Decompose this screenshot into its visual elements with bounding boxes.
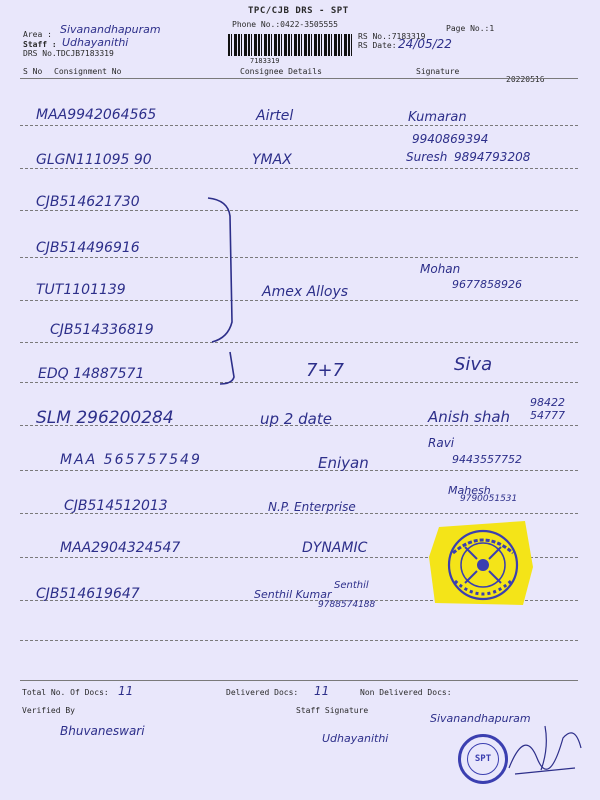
staff-signature: Udhayanithi xyxy=(322,732,389,745)
area-value: Sivanandhapuram xyxy=(60,23,161,36)
phone-row-2: 9894793208 xyxy=(454,150,531,164)
column-header-signature: Signature xyxy=(416,67,460,76)
signature-row-2: Suresh xyxy=(406,150,448,164)
header-divider xyxy=(20,78,578,79)
consignment-no-row-7: EDQ 14887571 xyxy=(38,366,145,382)
column-header-consignment: Consignment No xyxy=(54,67,122,76)
consignee-row-1: Airtel xyxy=(256,108,294,124)
consignment-no-row-10: CJB514512013 xyxy=(64,498,168,514)
consignee-row-9: Eniyan xyxy=(318,454,369,472)
consignment-no-row-5: TUT1101139 xyxy=(36,282,126,298)
consignment-no-row-1: MAA9942064565 xyxy=(36,107,157,123)
spt-seal-text: SPT xyxy=(474,754,492,764)
staff-label: Staff : xyxy=(23,40,57,49)
consignee-row-7: 7+7 xyxy=(306,360,344,381)
consignee-row-10: N.P. Enterprise xyxy=(268,500,356,514)
signature-row-8: Anish shah xyxy=(428,408,511,426)
grouping-bracket xyxy=(200,192,250,392)
drs-no-value: TDCJB7183319 xyxy=(56,49,114,58)
consignment-no-row-11: MAA2904324547 xyxy=(60,540,181,556)
rs-date-label: RS Date: xyxy=(358,41,397,50)
spt-seal xyxy=(458,734,508,784)
signature-row-7: Siva xyxy=(454,354,493,375)
delivered-docs-value: 11 xyxy=(314,684,330,698)
rs-number: RS No.:7183319 xyxy=(358,32,426,41)
signature-row-12: Senthil xyxy=(334,580,369,591)
consignment-no-row-8: SLM 296200284 xyxy=(36,408,174,428)
company-stamp xyxy=(425,517,537,609)
non-delivered-docs-label: Non Delivered Docs: xyxy=(360,688,452,697)
signature-row-10: Mahesh xyxy=(448,484,491,497)
drs-no-label: DRS No. xyxy=(23,49,57,58)
area-signature: Sivanandhapuram xyxy=(430,712,531,725)
consignee-row-5: Amex Alloys xyxy=(262,284,349,300)
staff-signature-label: Staff Signature xyxy=(296,706,369,715)
area-label: Area : xyxy=(23,30,52,39)
phone-row-10: 9790051531 xyxy=(460,494,518,504)
consignment-no-row-2: GLGN111095 90 xyxy=(36,152,152,168)
barcode-number: 7183319 xyxy=(250,57,280,65)
rs-date-value: 24/05/22 xyxy=(398,37,452,51)
phone-row-5: 9677858926 xyxy=(452,278,522,291)
verified-by-label: Verified By xyxy=(22,706,75,715)
signature-row-9: Ravi xyxy=(428,436,455,450)
consignment-no-row-12: CJB514619647 xyxy=(36,586,140,602)
phone-row-12: 9788574188 xyxy=(318,600,376,610)
barcode-image xyxy=(228,34,352,56)
seal-scribble xyxy=(505,718,585,778)
consignment-no-row-4: CJB514496916 xyxy=(36,240,140,256)
document-title: TPC/CJB DRS - SPT xyxy=(248,6,349,16)
column-header-date-code: 20220516 xyxy=(506,75,545,84)
consignment-no-row-3: CJB514621730 xyxy=(36,194,140,210)
consignee-row-2: YMAX xyxy=(252,152,292,168)
delivered-docs-label: Delivered Docs: xyxy=(226,688,299,697)
consignee-row-11: DYNAMIC xyxy=(302,540,368,556)
consignment-no-row-6: CJB514336819 xyxy=(50,322,154,338)
column-header-sno: S No xyxy=(23,67,43,76)
total-docs-label: Total No. Of Docs: xyxy=(22,688,109,697)
phone-row-9: 9443557752 xyxy=(452,453,522,466)
total-docs-value: 11 xyxy=(118,684,134,698)
signature-row-5: Mohan xyxy=(420,262,461,276)
consignee-row-12: Senthil Kumar xyxy=(254,588,332,601)
consignee-row-8: up 2 date xyxy=(260,410,332,428)
phone-row-8: 98422 54777 xyxy=(530,396,565,422)
staff-value: Udhayanithi xyxy=(62,36,129,49)
column-header-consignee: Consignee Details xyxy=(240,67,322,76)
phone-row-1: 9940869394 xyxy=(412,132,489,146)
verified-by-signature: Bhuvaneswari xyxy=(60,724,145,738)
phone-number: Phone No.:0422-3505555 xyxy=(232,20,338,29)
page-number: Page No.:1 xyxy=(446,24,495,33)
consignment-no-row-9: MAA 565757549 xyxy=(60,452,202,468)
signature-row-1: Kumaran xyxy=(408,110,467,125)
